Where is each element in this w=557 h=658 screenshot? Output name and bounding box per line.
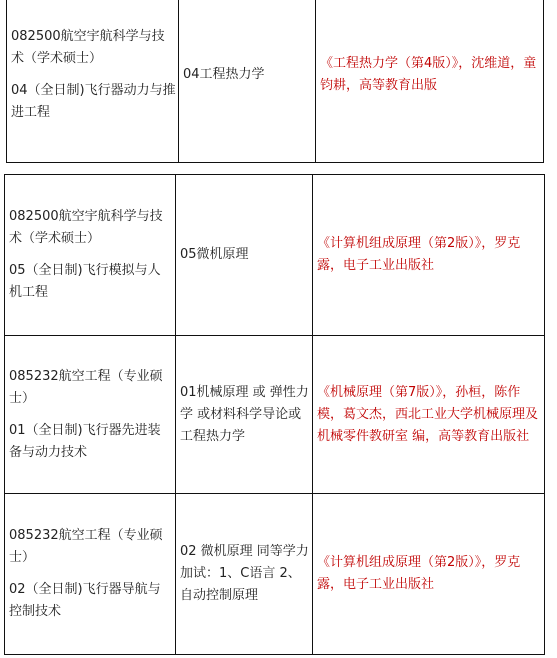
table-row [5,175,545,336]
subject-cell [176,175,313,336]
research-direction: 04（全日制)飞行器动力与推进工程 [11,82,176,120]
subject-cell [176,336,313,494]
program-code-name: 082500航空宇航科学与技术（学术硕士） [11,28,165,66]
research-direction: 05（全日制)飞行模拟与人机工程 [9,263,161,300]
table-row [5,336,545,494]
reference-cell [313,336,545,494]
program-cell [5,175,176,336]
enrollment-table-top [6,0,544,163]
program-code-name: 082500航空宇航科学与技术（学术硕士） [9,209,163,246]
reference-cell [313,175,545,336]
program-cell [7,0,179,163]
table-row [5,494,545,655]
program-code-name: 085232航空工程（专业硕士） [9,368,163,406]
reference-book: 《计算机组成原理（第2版）》，罗克露，电子工业出版社 [317,555,521,592]
enrollment-table-main [4,174,545,655]
exam-subject: 01机械原理 或 弹性力学 或材料科学导论或工程热力学 [180,384,309,444]
reference-cell [316,0,544,163]
exam-subject: 04工程热力学 [183,66,265,82]
research-direction: 02（全日制)飞行器导航与控制技术 [9,582,161,619]
research-direction: 01（全日制)飞行器先进装备与动力技术 [9,422,161,460]
reference-book: 《计算机组成原理（第2版）》，罗克露，电子工业出版社 [317,236,521,273]
reference-book: 《机械原理（第7版）》，孙桓，陈作模，葛文杰，西北工业大学机械原理及机械零件教研室 编，高等教育出版社 [317,384,539,444]
program-cell [5,336,176,494]
subject-cell [176,494,313,655]
exam-subject: 05微机原理 [180,247,249,262]
exam-subject: 02 微机原理 同等学力加试：1、C语言 2、自动控制原理 [180,544,309,603]
table-row [7,0,544,163]
program-cell [5,494,176,655]
subject-cell [179,0,316,163]
reference-book: 《工程热力学（第4版）》，沈维道，童钧耕，高等教育出版 [320,55,537,93]
program-code-name: 085232航空工程（专业硕士） [9,528,163,565]
reference-cell [313,494,545,655]
